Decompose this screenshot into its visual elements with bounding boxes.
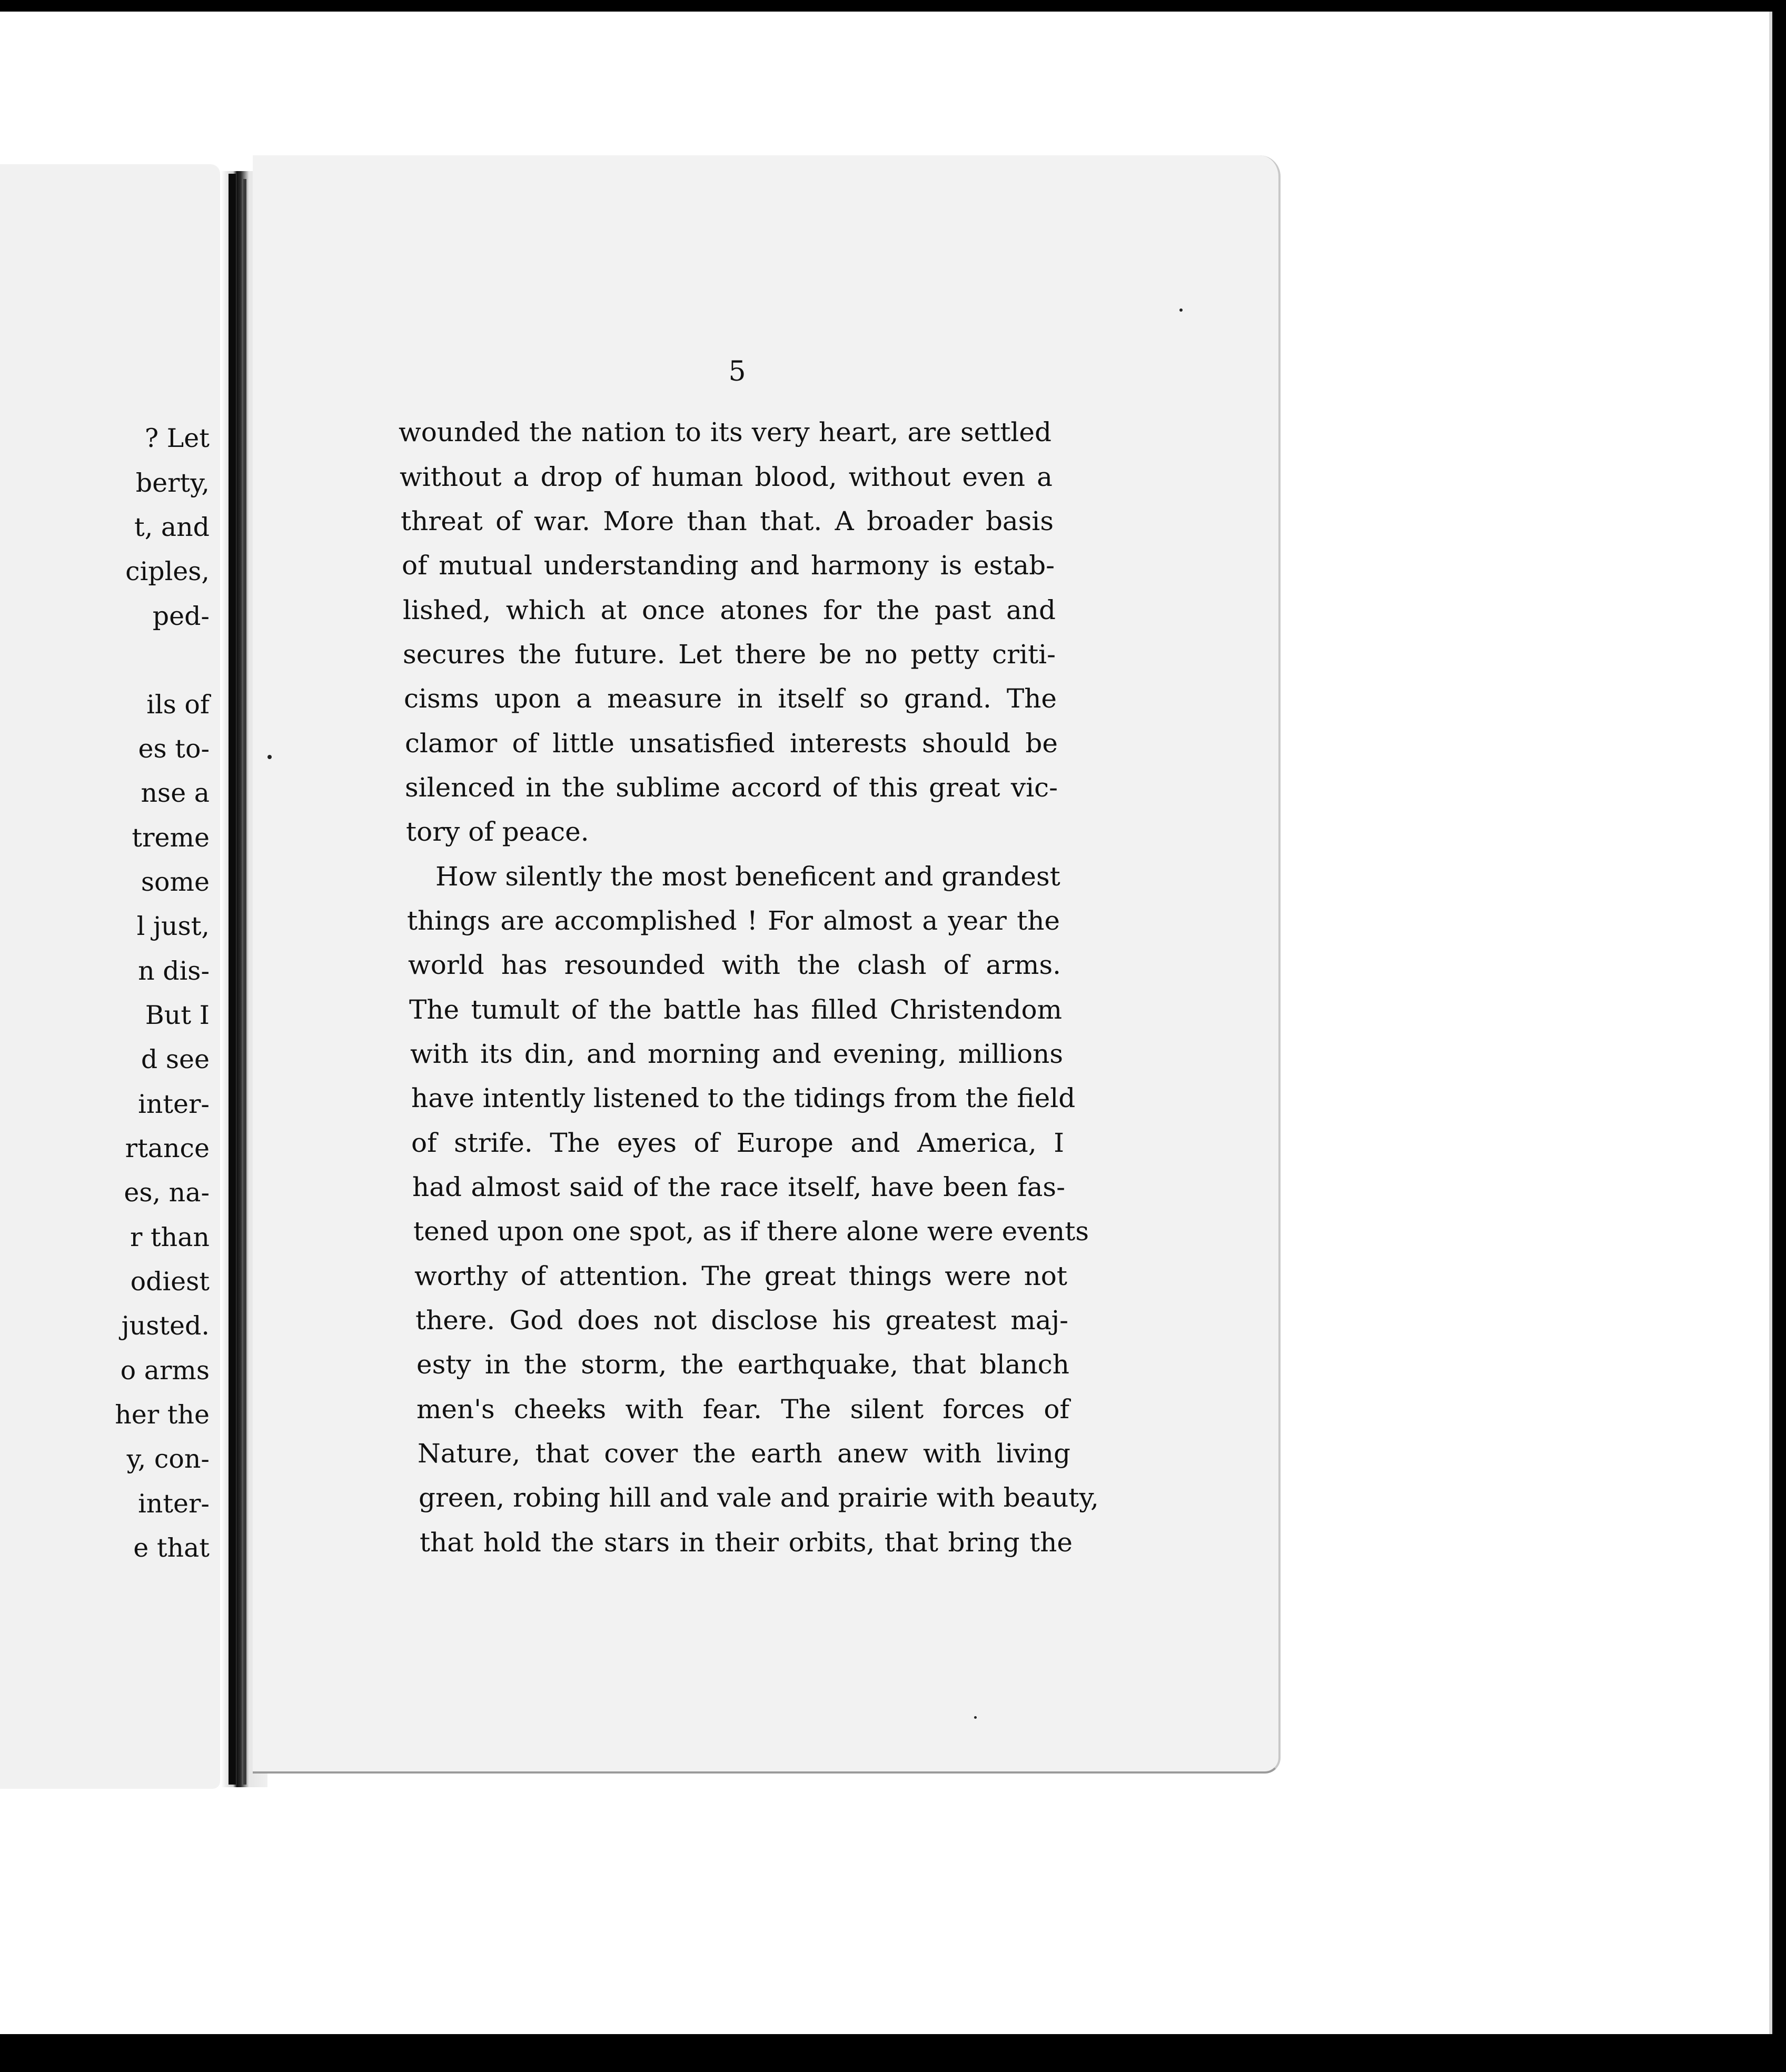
left-line: But I (145, 1000, 210, 1030)
scan-speck (267, 755, 272, 759)
page-number: 5 (728, 356, 746, 387)
text-line: clamor of little unsatisfied interests should be (405, 728, 1058, 759)
left-line: l just, (136, 911, 210, 941)
scan-speck (1179, 308, 1183, 312)
left-line: e that (133, 1533, 210, 1563)
binding-shadow (243, 179, 246, 1785)
text-line: with its din, and morning and evening, millions (410, 1039, 1063, 1069)
scan-speck (974, 1716, 977, 1719)
text-line: The tumult of the battle has filled Christendom (409, 994, 1062, 1025)
text-line: men's cheeks with fear. The silent forces of (416, 1394, 1069, 1424)
left-line: ciples, (125, 556, 210, 586)
left-line: berty, (135, 468, 210, 498)
left-line: n dis- (138, 956, 210, 986)
text-line: wounded the nation to its very heart, are settled (399, 417, 1051, 447)
left-page (0, 164, 220, 1789)
text-line: have intently listened to the tidings from the field (411, 1083, 1076, 1113)
left-line: o arms (120, 1356, 210, 1386)
binding-shadow (229, 174, 236, 1785)
left-line: inter- (138, 1489, 210, 1519)
left-line: ped- (152, 601, 210, 631)
left-line: r than (130, 1222, 210, 1252)
text-line: worthy of attention. The great things were not (414, 1261, 1067, 1291)
text-line: had almost said of the race itself, have been fas- (412, 1172, 1065, 1202)
text-line: tory of peace. (406, 816, 589, 847)
text-line: things are accomplished ! For almost a year the (407, 905, 1060, 936)
left-line: d see (141, 1044, 210, 1074)
text-line: of strife. The eyes of Europe and America, I (411, 1128, 1064, 1158)
text-line: there. God does not disclose his greatest maj- (415, 1305, 1068, 1336)
left-line: treme (132, 823, 210, 853)
text-line: green, robing hill and vale and prairie with beauty, (419, 1482, 1099, 1513)
text-line: threat of war. More than that. A broader basis (401, 506, 1054, 536)
left-line: justed. (121, 1311, 210, 1341)
text-line: world has resounded with the clash of arms. (408, 950, 1061, 980)
text-line: that hold the stars in their orbits, that bring the (420, 1527, 1073, 1558)
text-line: without a drop of human blood, without even a (400, 462, 1053, 492)
text-line: How silently the most beneficent and grandest (435, 861, 1060, 892)
left-line: es, na- (124, 1178, 210, 1208)
left-line: inter- (138, 1089, 210, 1119)
text-line: tened upon one spot, as if there alone were events (413, 1216, 1089, 1247)
left-line: ils of (146, 690, 210, 720)
left-line: some (141, 867, 210, 897)
left-line: y, con- (126, 1444, 210, 1474)
left-line: her the (115, 1400, 210, 1430)
left-line: t, and (134, 512, 210, 542)
left-line: ? Let (144, 423, 210, 453)
left-line: es to- (138, 734, 210, 764)
text-line: esty in the storm, the earthquake, that blanch (416, 1349, 1069, 1380)
text-line: Nature, that cover the earth anew with living (418, 1438, 1070, 1469)
left-line: nse a (141, 778, 210, 808)
text-line: cisms upon a measure in itself so grand. The (404, 683, 1057, 714)
text-line: of mutual understanding and harmony is estab- (402, 550, 1055, 581)
text-line: lished, which at once atones for the past and (403, 595, 1056, 625)
text-line: silenced in the sublime accord of this great vic- (405, 772, 1058, 803)
left-line: odiest (130, 1267, 210, 1297)
left-line: rtance (125, 1133, 210, 1163)
text-line: secures the future. Let there be no petty criti- (403, 639, 1056, 670)
